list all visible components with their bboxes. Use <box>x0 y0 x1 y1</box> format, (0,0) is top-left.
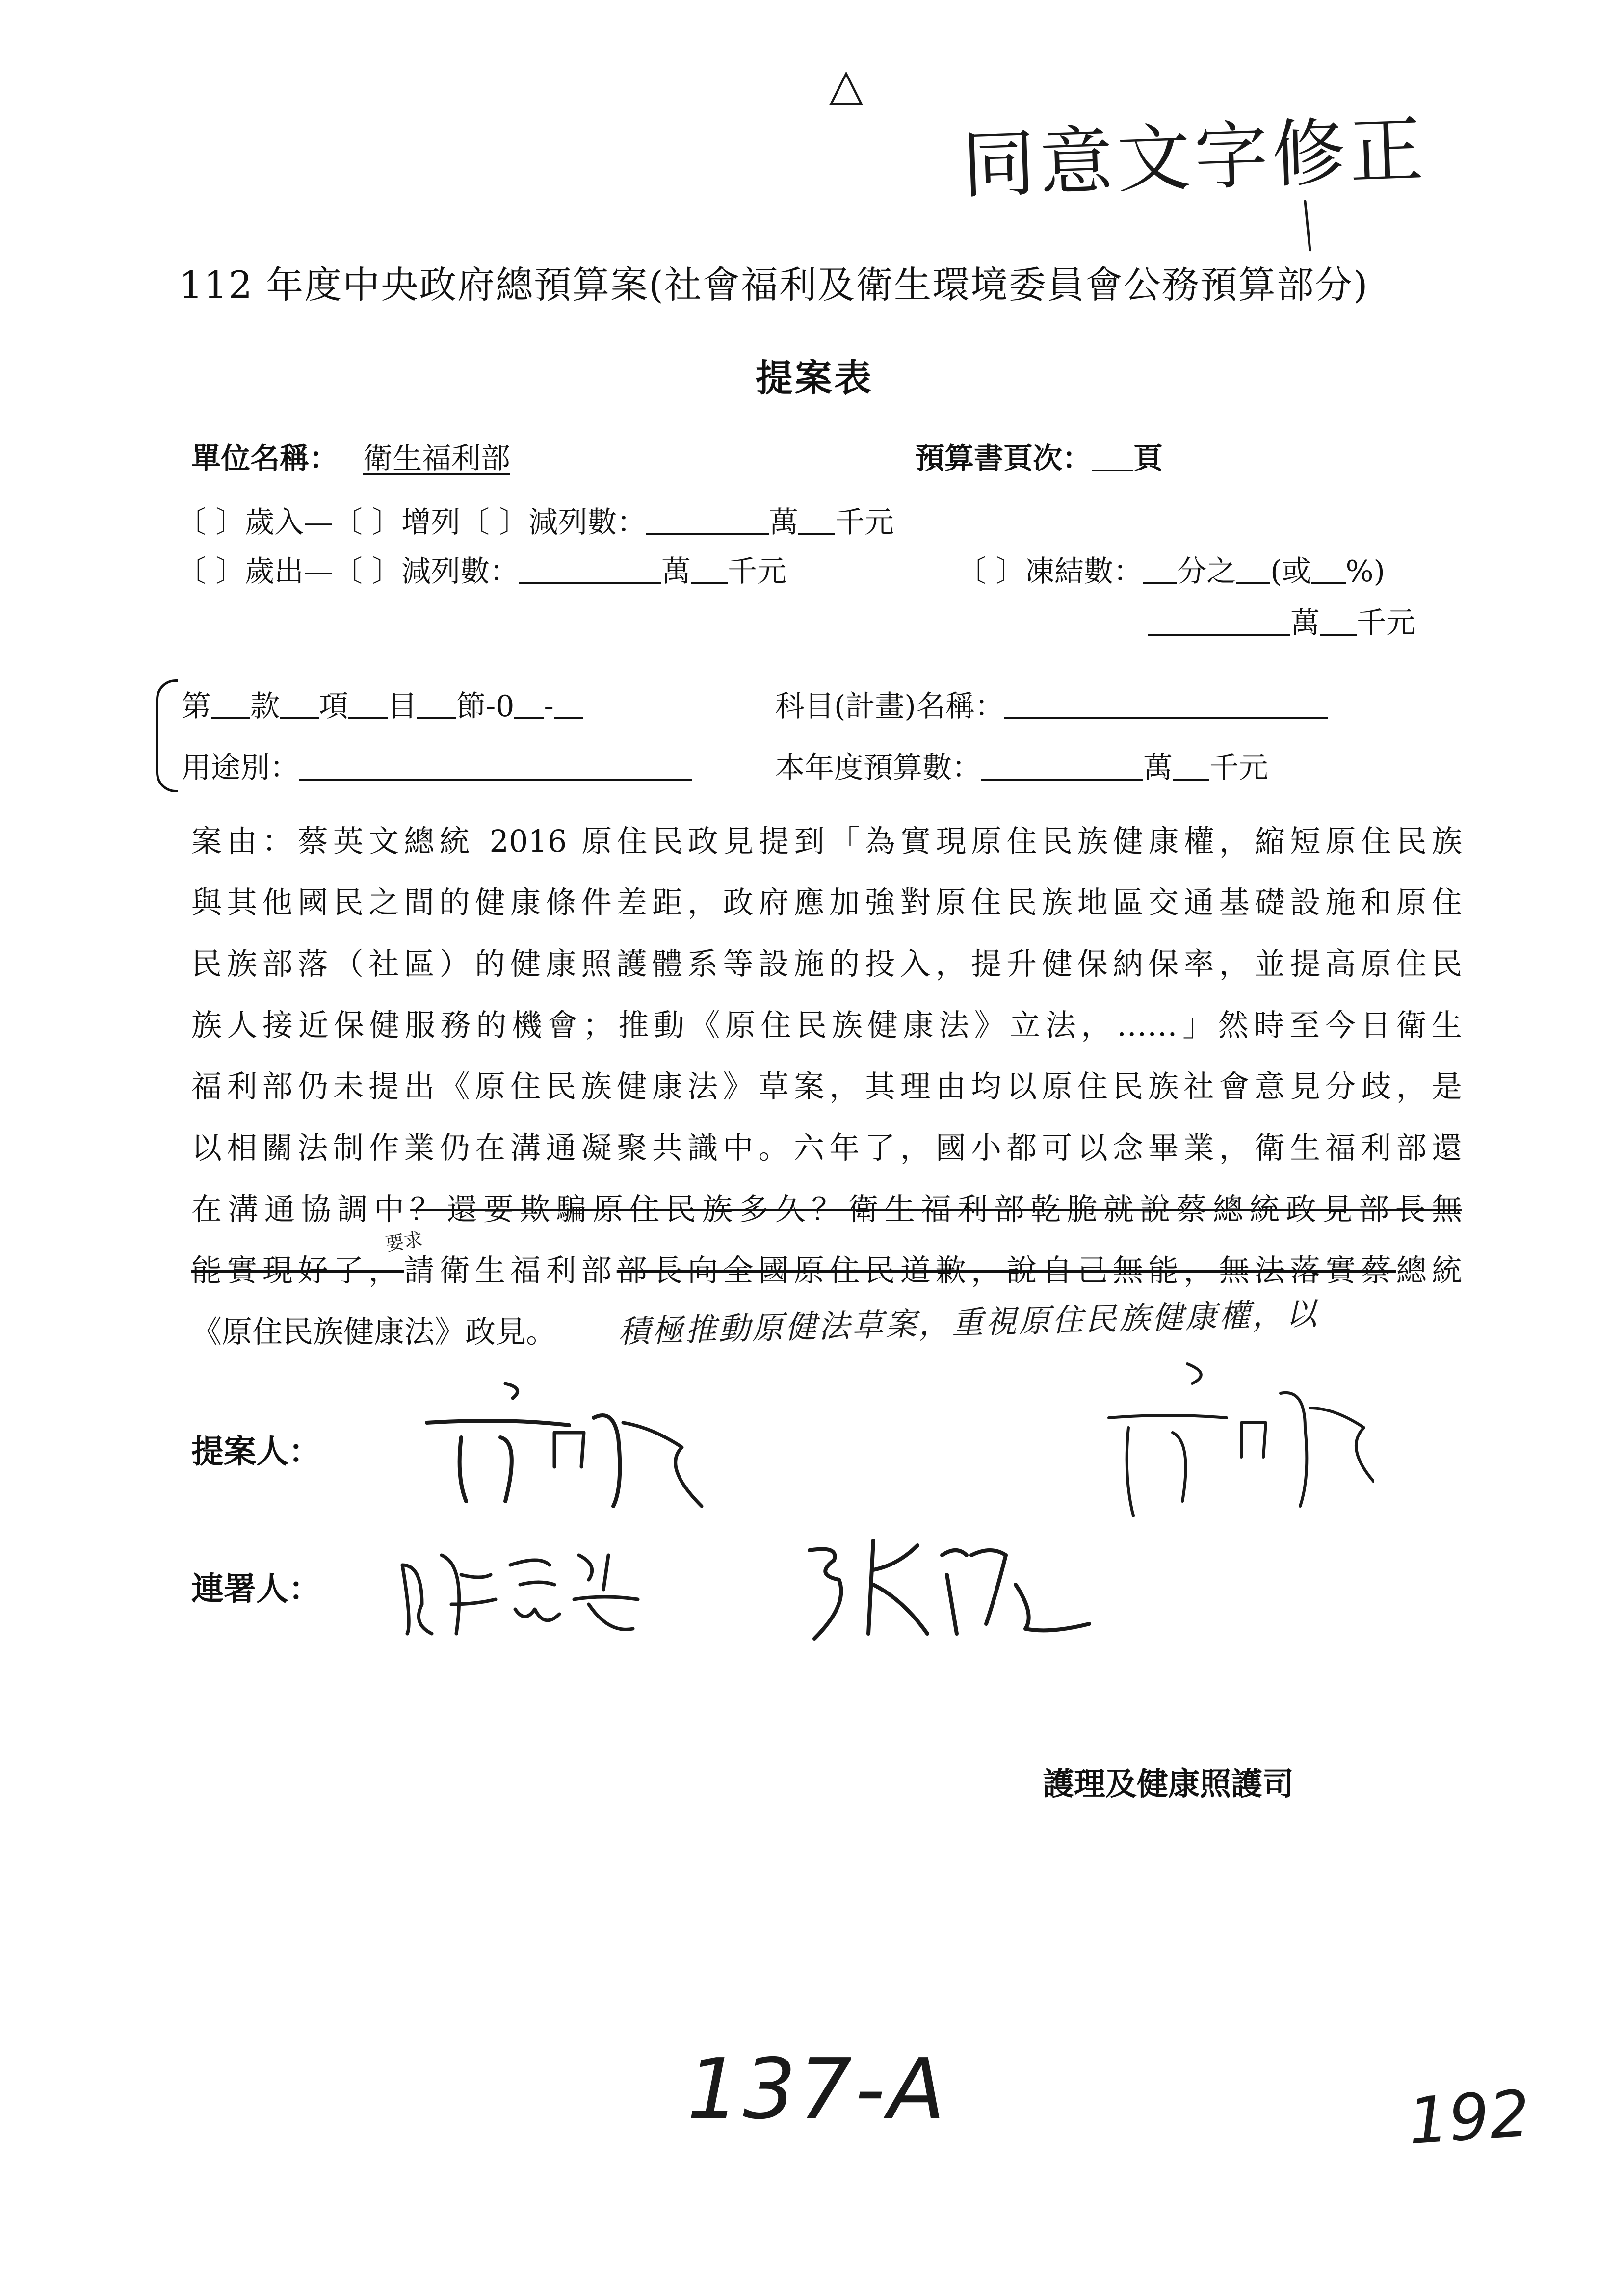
freeze-line <box>957 554 1385 589</box>
cosigner-signature-2 <box>795 1526 1099 1648</box>
handwritten-code: 137-A <box>687 2041 948 2138</box>
revenue-blank <box>646 533 769 535</box>
page-blank <box>1092 470 1133 471</box>
freeze-blank-3 <box>1311 582 1346 584</box>
blank-mu <box>417 717 456 719</box>
revenue-units-2: 千元 <box>835 505 894 540</box>
triangle-mark: △ <box>829 59 864 110</box>
blank-xiang <box>348 717 388 719</box>
revenue-units: 萬 <box>769 505 799 540</box>
blank-di <box>211 717 250 719</box>
department-label: 護理及健康照護司 <box>1043 1766 1294 1802</box>
body-line-8-struck: 能實現好了， <box>191 1252 404 1288</box>
budget-blank-2 <box>1173 779 1209 781</box>
revenue-label: 〔 〕歲入—〔 〕增列〔 〕減列數： <box>177 505 647 540</box>
body-line-2: 與其他國民之間的健康條件差距，政府應加強對原住民族地區交通基礎設施和原住 <box>191 885 1462 920</box>
section-di: 第 <box>182 689 211 724</box>
budget-units: 萬 <box>1143 751 1173 785</box>
subject-blank <box>1004 717 1328 719</box>
section-xiang: 項 <box>319 689 348 724</box>
expense-units: 萬 <box>661 554 691 589</box>
body-line-8 <box>191 1246 1462 1290</box>
unit-value: 衛生福利部 <box>363 442 510 476</box>
body-line-8-struck-2: 部長向全國原住民道歉，說自己無能，無法落實蔡 <box>616 1252 1396 1288</box>
cosigner-signature-1 <box>393 1536 662 1644</box>
unit-label: 單位名稱： <box>191 442 339 476</box>
page-suffix: 頁 <box>1133 442 1163 476</box>
freeze-label: 〔 〕凍結數： <box>957 554 1143 589</box>
subject-label: 科目(計畫)名稱： <box>775 689 1004 724</box>
freeze-amount-blank-2 <box>1320 634 1357 636</box>
freeze-paren-open: (或 <box>1270 554 1311 589</box>
body-line-9-text: 《原住民族健康法》政見。 <box>191 1314 557 1350</box>
proposer-signature-2 <box>1099 1359 1374 1521</box>
expense-units-2: 千元 <box>728 554 787 589</box>
expense-blank-2 <box>691 582 728 584</box>
body-line-8-end: 總統 <box>1396 1252 1462 1288</box>
freeze-amount-blank <box>1148 634 1290 636</box>
section-kuan: 款 <box>250 689 280 724</box>
section-dash: - <box>544 689 554 724</box>
revenue-line <box>177 505 894 540</box>
body-line-8-plain: 請衛生福利部 <box>404 1252 617 1288</box>
body-line-9 <box>191 1307 556 1351</box>
usage-label: 用途別： <box>182 751 299 785</box>
section-bracket <box>156 679 178 792</box>
freeze-units: 萬 <box>1290 606 1320 640</box>
body-line-1: 案由：蔡英文總統 2016 原住民政見提到「為實現原住民族健康權，縮短原住民族 <box>191 823 1462 859</box>
expense-line <box>177 554 787 589</box>
usage-line <box>182 753 692 783</box>
budget-line <box>775 753 1268 783</box>
page-label-text: 預算書頁次： <box>915 442 1092 476</box>
freeze-blank-2 <box>1236 582 1270 584</box>
subject-line <box>775 689 1328 724</box>
cosigner-label: 連署人： <box>191 1569 321 1608</box>
blank-kuan <box>280 717 319 719</box>
page-subtitle: 提案表 <box>756 356 873 400</box>
expense-blank <box>519 582 661 584</box>
body-line-4: 族人接近保健服務的機會；推動《原住民族健康法》立法，……」然時至今日衛生 <box>191 1007 1462 1043</box>
freeze-units-2: 千元 <box>1357 606 1415 640</box>
budget-label: 本年度預算數： <box>775 751 981 785</box>
freeze-fraction: 分之 <box>1177 554 1236 589</box>
handwritten-addition: 積極推動原健法草案，重視原住民族健康權，以 <box>618 1296 1319 1351</box>
insert-note: 要求 <box>384 1228 424 1255</box>
proposer-label: 提案人： <box>191 1432 321 1470</box>
expense-label: 〔 〕歲出—〔 〕減列數： <box>177 554 520 589</box>
page-label <box>915 442 1163 476</box>
body-line-7 <box>191 1185 1462 1228</box>
body-line-6: 以相關法制作業仍在溝通凝聚共識中。六年了，國小都可以念畢業，衛生福利部還 <box>191 1130 1462 1166</box>
revenue-blank-2 <box>798 533 835 535</box>
section-line <box>182 689 583 724</box>
blank-jie <box>514 717 544 719</box>
section-jie: 節-0 <box>456 689 515 724</box>
freeze-amount-line <box>1148 608 1415 638</box>
body-line-5: 福利部仍未提出《原住民族健康法》草案，其理由均以原住民族社會意見分歧，是 <box>191 1069 1462 1104</box>
freeze-blank-1 <box>1143 582 1177 584</box>
blank-last <box>554 717 583 719</box>
budget-blank <box>981 779 1143 781</box>
usage-blank <box>299 779 692 781</box>
proposer-signature <box>407 1379 726 1516</box>
page-number: 192 <box>1406 2076 1533 2159</box>
section-mu: 目 <box>388 689 417 724</box>
approval-note-underline <box>1295 196 1325 255</box>
body-line-7-plain: 在溝通協調中 <box>191 1191 411 1227</box>
approval-note: 同意文字修正 <box>960 107 1429 209</box>
budget-units-2: 千元 <box>1209 751 1268 785</box>
body-line-7-struck: ？還要欺騙原住民族多久？衛生福利部乾脆就說蔡總統政見部長無 <box>410 1191 1462 1227</box>
body-line-3: 民族部落（社區）的健康照護體系等設施的投入，提升健保納保率，並提高原住民 <box>191 946 1462 982</box>
page-title: 112 年度中央政府總預算案(社會福利及衛生環境委員會公務預算部分) <box>179 263 1369 307</box>
freeze-paren-close: %) <box>1345 554 1385 589</box>
